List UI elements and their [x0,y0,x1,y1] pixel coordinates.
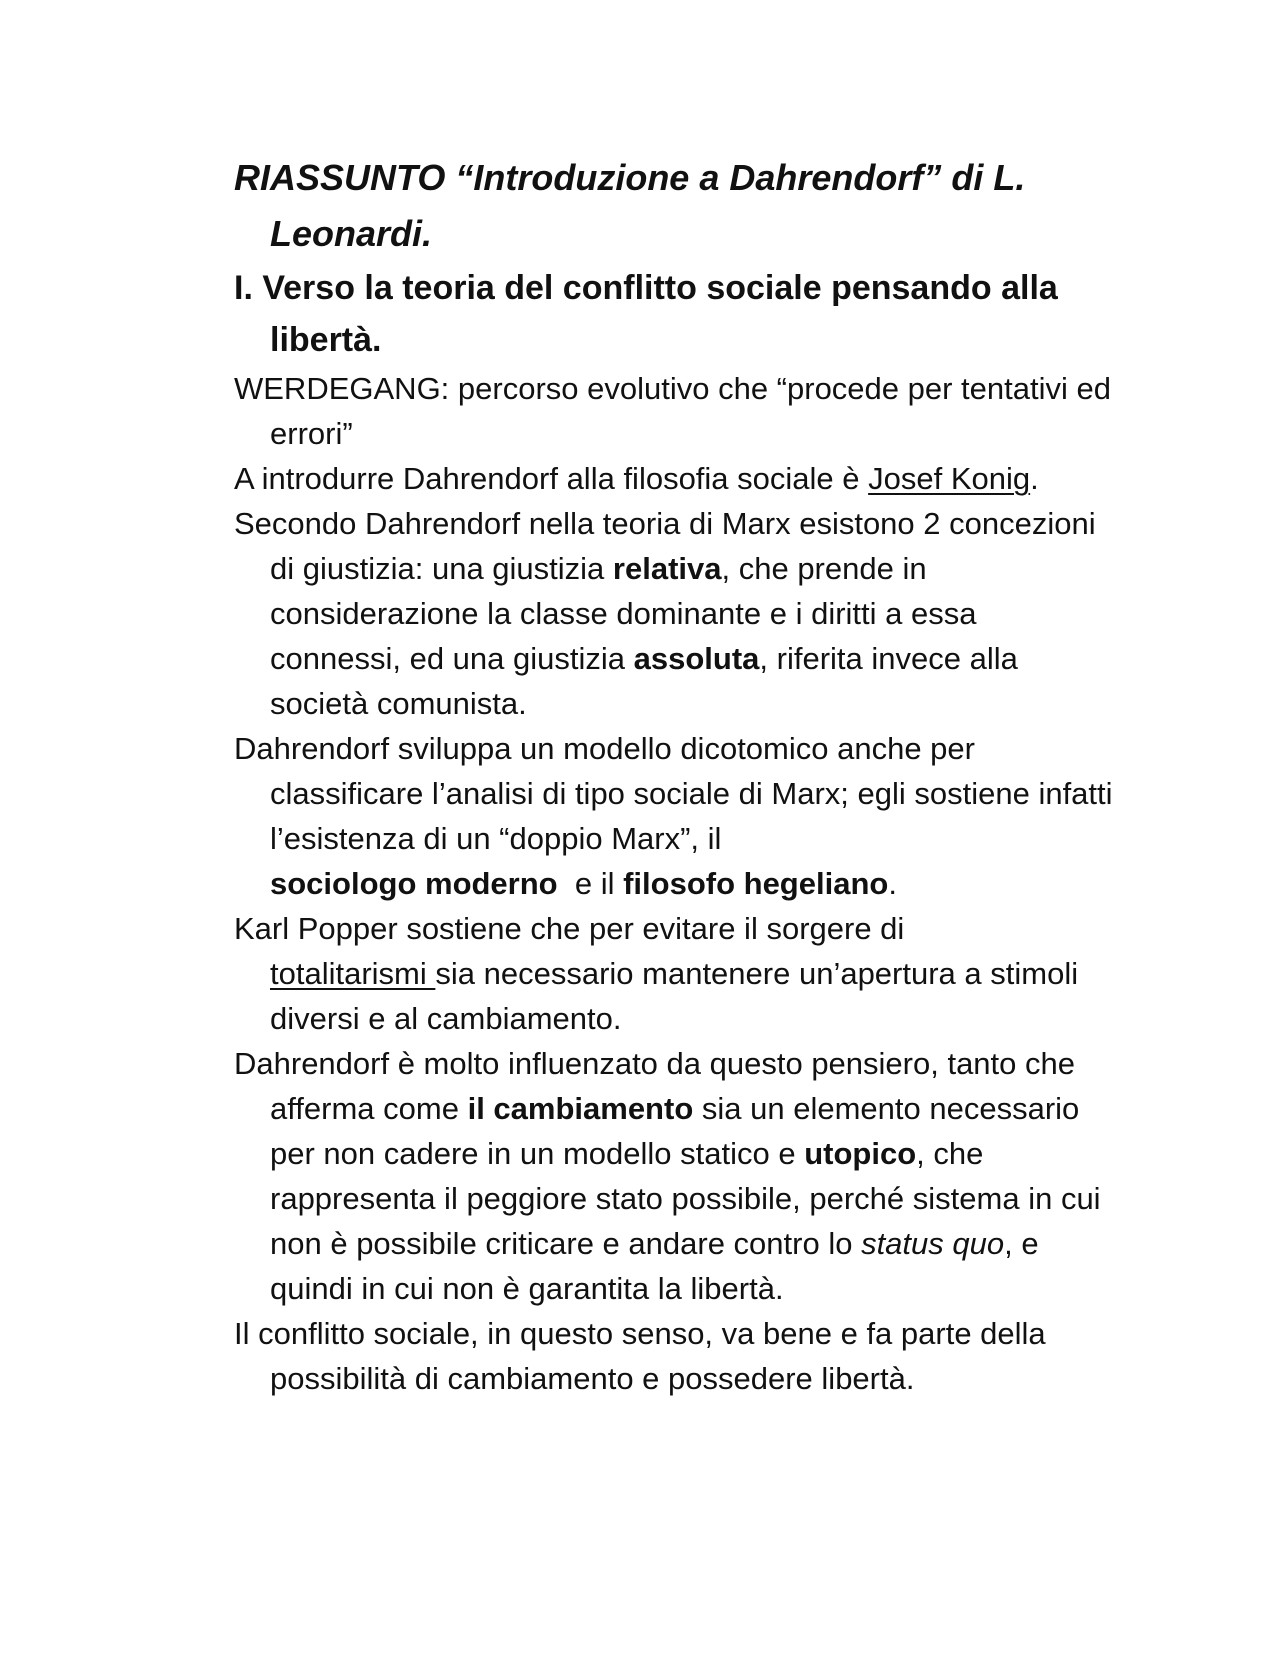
paragraph-popper [234,906,1114,1041]
bold-term-filosofo-hegeliano: filosofo hegeliano [623,866,889,901]
text-run: . [888,866,897,901]
bold-term-utopico: utopico [804,1136,917,1171]
paragraph-werdegang: WERDEGANG: percorso evolutivo che “procede per tentativi ed errori” [234,371,1111,451]
underlined-term-totalitarismi: totalitarismi [270,956,436,991]
bold-term-sociologo-moderno: sociologo moderno [270,866,558,901]
italic-term-status-quo: status quo [861,1226,1005,1261]
paragraph-cambiamento [234,1041,1114,1311]
text-run: A introdurre Dahrendorf alla filosofia sociale è [234,461,869,496]
section-heading: I. Verso la teoria del conflitto sociale pensando alla libertà. [234,269,1058,359]
text-run: sia un elemento necessario per non cadere in un modello statico e [270,1091,1080,1171]
text-run: . [1030,461,1039,496]
paragraph-konig [234,456,1114,501]
text-run: e il [557,866,624,901]
text-run: sia necessario mantenere un’apertura a stimoli diversi e al cambiamento. [270,956,1079,1036]
text-run: , che prende in considerazione la classe dominante e i diritti a essa connessi, ed una giustizia [270,551,977,676]
text-run: Dahrendorf è molto influenzato da questo pensiero, tanto che afferma come [234,1046,1075,1126]
document-body [234,150,1114,1401]
paragraph-giustizia [234,501,1114,726]
bold-term-il-cambiamento: il cambiamento [467,1091,694,1126]
underlined-name-josef-konig: Josef Konig [868,461,1031,496]
bold-term-assoluta: assoluta [633,641,760,676]
bold-term-relativa: relativa [612,551,722,586]
document-title: RIASSUNTO “Introduzione a Dahrendorf” di L. Leonardi. [234,157,1026,254]
text-run: Dahrendorf sviluppa un modello dicotomico anche per classificare l’analisi di tipo sociale di Marx; egli sostiene infatti l’esistenza di un “doppio Marx”, il [234,731,1113,856]
text-run: , riferita invece alla società comunista. [270,641,1018,721]
paragraph-doppio-marx [234,726,1114,906]
paragraph-conflitto-sociale: Il conflitto sociale, in questo senso, va bene e fa parte della possibilità di cambiamento e possedere libertà. [234,1316,1046,1396]
text-run: , che rappresenta il peggiore stato possibile, perché sistema in cui non è possibile criticare e andare contro lo [270,1136,1101,1261]
text-run: , e quindi in cui non è garantita la libertà. [270,1226,1039,1306]
text-run: Secondo Dahrendorf nella teoria di Marx esistono 2 concezioni di giustizia: una giustizia [234,506,1096,586]
text-run: Karl Popper sostiene che per evitare il sorgere di [234,911,905,946]
